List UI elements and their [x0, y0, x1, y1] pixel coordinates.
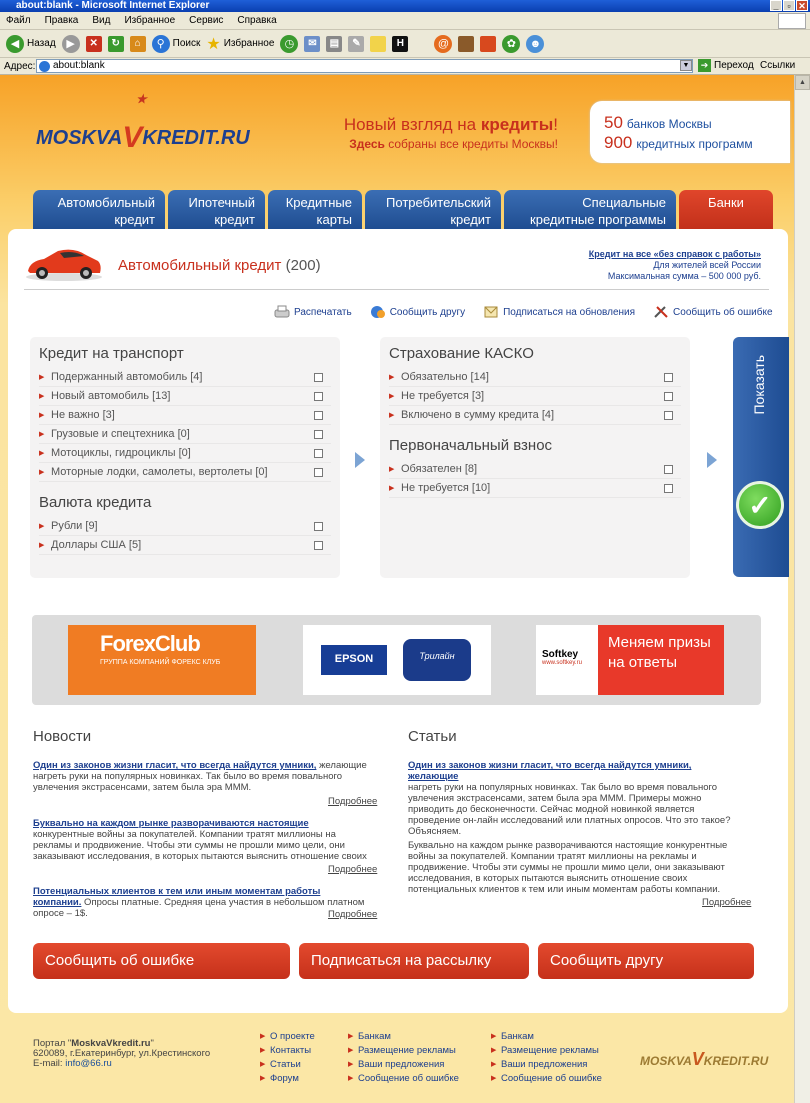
footer-link-label: Ваши предложения — [501, 1059, 588, 1070]
news-body: желающие нагреть руки на популярных новинках. Так было во время повального увлечения экстрасенсами, затем была эра МММ. — [33, 760, 367, 793]
news-more-link[interactable]: Подробнее — [328, 864, 378, 875]
filter-checkbox[interactable] — [314, 392, 323, 401]
stop-icon[interactable]: ✕ — [86, 36, 102, 52]
portal-name: MoskvaVkredit.ru — [71, 1038, 151, 1049]
sponsors-strip — [32, 615, 761, 705]
softkey-ad[interactable] — [536, 625, 724, 695]
at-icon[interactable]: @ — [434, 35, 452, 53]
tools-icon — [653, 305, 669, 319]
go-arrow-icon: ➔ — [698, 59, 711, 72]
filter-option[interactable] — [389, 406, 681, 425]
banks-count: 50 — [604, 113, 623, 132]
bullet-triangle-icon: ▶ — [389, 374, 395, 381]
forward-button[interactable] — [62, 35, 80, 53]
address-bar — [0, 58, 810, 75]
filter-option-label: Не требуется [3] — [401, 390, 485, 402]
mail-icon[interactable]: ✉ — [304, 36, 320, 52]
address-dropdown-icon[interactable]: ▼ — [680, 60, 692, 71]
menu-favorites[interactable]: Избранное — [124, 15, 176, 26]
filter-checkbox[interactable] — [314, 541, 323, 550]
printer-icon — [274, 305, 290, 319]
bullet-triangle-icon: ▶ — [260, 1047, 266, 1054]
footer-link[interactable] — [260, 1030, 315, 1044]
promo-line3: Максимальная сумма – 500 000 руб. — [607, 271, 761, 281]
tab-auto-credit[interactable] — [33, 190, 165, 229]
address-label: Адрес: — [4, 60, 36, 72]
section-title — [118, 257, 321, 274]
filter-checkbox[interactable] — [314, 449, 323, 458]
maximize-button[interactable]: ▫ — [783, 0, 795, 11]
filter-option[interactable] — [39, 463, 331, 482]
site-logo[interactable] — [36, 92, 250, 154]
menu-file[interactable]: Файл — [6, 15, 31, 26]
bullet-triangle-icon: ▶ — [389, 412, 395, 419]
tab-line1: Потребительский — [386, 195, 491, 210]
minimize-button[interactable]: _ — [770, 0, 782, 11]
bullet-triangle-icon: ▶ — [348, 1033, 354, 1040]
search-button[interactable] — [152, 35, 201, 53]
bullet-triangle-icon: ▶ — [491, 1047, 497, 1054]
footer-link-label: Статьи — [270, 1059, 301, 1070]
filter-checkbox[interactable] — [664, 411, 673, 420]
bullet-triangle-icon: ▶ — [260, 1075, 266, 1082]
footer-link-label: Размещение рекламы — [501, 1045, 599, 1056]
report-error-action[interactable] — [653, 305, 772, 319]
filter-option[interactable] — [39, 387, 331, 406]
bullet-triangle-icon: ▶ — [39, 542, 45, 549]
next-arrow-icon — [707, 452, 717, 468]
category-tabs — [33, 190, 773, 229]
stats-banner[interactable] — [590, 101, 790, 163]
epson-ad[interactable] — [303, 625, 491, 695]
portal-post: " — [150, 1038, 154, 1049]
tab-line1: Ипотечный — [188, 195, 255, 210]
address-value: about:blank — [53, 60, 105, 71]
scroll-up-icon[interactable]: ▲ — [795, 75, 810, 90]
article-link[interactable]: Один из законов жизни гласит, что всегда найдутся умники, желающие — [408, 760, 692, 782]
back-button[interactable] — [6, 35, 56, 53]
banks-label: банков Москвы — [626, 117, 712, 131]
toolbar-ext-icon[interactable] — [480, 36, 496, 52]
filter-transport-box — [30, 337, 340, 578]
search-icon: ⚲ — [152, 35, 170, 53]
softkey-slogan: Меняем призы на ответы — [608, 634, 711, 671]
tab-line1: Кредитные — [285, 195, 352, 210]
checkmark-icon: ✓ — [736, 481, 784, 529]
h-icon[interactable]: H — [392, 36, 408, 52]
footer-link-label: О проекте — [270, 1031, 315, 1042]
bullet-triangle-icon: ▶ — [389, 466, 395, 473]
filter-option-label: Рубли [9] — [51, 520, 98, 532]
bullet-triangle-icon: ▶ — [491, 1061, 497, 1068]
tab-special-programs[interactable] — [504, 190, 676, 229]
triline-logo: Трилайн — [403, 639, 471, 681]
menu-view[interactable]: Вид — [92, 15, 111, 26]
footer-link-label: Размещение рекламы — [358, 1045, 456, 1056]
bullet-triangle-icon: ▶ — [39, 393, 45, 400]
tab-line2: кредитные программы — [530, 212, 666, 227]
footer-link-label: Контакты — [270, 1045, 312, 1056]
footer-col-1 — [260, 1030, 315, 1086]
show-label: Показать — [751, 355, 767, 415]
footer-logo-right: KREDIT.RU — [703, 1054, 769, 1068]
footer-logo-left: MOSKVA — [640, 1054, 692, 1068]
windows-logo-icon — [778, 13, 806, 29]
footer-link[interactable] — [491, 1044, 602, 1058]
bullet-triangle-icon: ▶ — [39, 412, 45, 419]
ie-page-icon — [39, 61, 50, 72]
footer-col-2 — [348, 1030, 459, 1086]
bullet-triangle-icon: ▶ — [39, 523, 45, 530]
subscribe-icon — [483, 305, 499, 319]
filter-option-label: Обязателен [8] — [401, 463, 478, 475]
footer-link-label: Ваши предложения — [358, 1059, 445, 1070]
next-arrow-icon — [355, 452, 365, 468]
news-heading: Новости — [33, 728, 92, 745]
footer-address: 620089, г.Екатеринбург, ул.Крестинского — [33, 1048, 211, 1059]
slogan-bold: кредиты — [480, 115, 554, 134]
filter-option[interactable] — [39, 444, 331, 463]
print-icon[interactable]: ▤ — [326, 36, 342, 52]
bullet-triangle-icon: ▶ — [389, 393, 395, 400]
filter-option-label: Грузовые и спецтехника [0] — [51, 428, 190, 440]
research-icon[interactable] — [458, 36, 474, 52]
report-error-label: Сообщить об ошибке — [673, 306, 773, 318]
window-title: about:blank - Microsoft Internet Explorer — [16, 0, 210, 11]
bullet-triangle-icon: ▶ — [39, 450, 45, 457]
footer-link-label: Форум — [270, 1073, 299, 1084]
filter-checkbox[interactable] — [664, 373, 673, 382]
programs-count: 900 — [604, 133, 633, 152]
report-error-button[interactable]: Сообщить об ошибке — [33, 943, 290, 979]
footer-link-label: Банкам — [358, 1031, 391, 1042]
tab-line1: Специальные — [582, 195, 666, 210]
news-link[interactable]: Потенциальных клиентов к тем или иным моментам работы компании. — [33, 886, 321, 908]
history-icon[interactable]: ◷ — [280, 35, 298, 53]
tab-banks[interactable] — [679, 190, 773, 229]
footer-email-link[interactable]: info@66.ru — [65, 1058, 112, 1069]
news-item — [33, 818, 368, 862]
footer-link[interactable] — [491, 1058, 602, 1072]
footer-logo-v: V — [691, 1049, 704, 1069]
tab-line2: кредит — [114, 212, 155, 227]
logo-text-right: KREDIT.RU — [142, 127, 250, 149]
tab-line2: карты — [316, 212, 352, 227]
filter-option[interactable] — [39, 517, 331, 536]
filter-kasko-box — [380, 337, 690, 578]
portal-pre: Портал " — [33, 1038, 72, 1049]
tell-friend-button[interactable]: Сообщить другу — [538, 943, 754, 979]
subscribe-label: Подписаться на обновления — [503, 306, 636, 318]
news-more-link[interactable]: Подробнее — [328, 909, 378, 920]
print-action[interactable] — [274, 305, 352, 319]
filter-option[interactable] — [389, 479, 681, 498]
header-slogan — [300, 115, 558, 151]
bullet-triangle-icon: ▶ — [389, 485, 395, 492]
bullet-triangle-icon: ▶ — [260, 1061, 266, 1068]
footer-link[interactable] — [491, 1030, 602, 1044]
home-icon[interactable]: ⌂ — [130, 36, 146, 52]
friend-icon — [370, 305, 386, 319]
bullet-triangle-icon: ▶ — [491, 1075, 497, 1082]
logo-v: V — [122, 121, 143, 154]
footer-link[interactable] — [260, 1044, 315, 1058]
bullet-triangle-icon: ▶ — [39, 431, 45, 438]
search-label: Поиск — [172, 38, 201, 49]
forex-name-b: Club — [154, 631, 200, 656]
filter-checkbox[interactable] — [314, 522, 323, 531]
filter-option-label: Новый автомобиль [13] — [51, 390, 171, 402]
programs-label: кредитных программ — [636, 137, 753, 151]
news-item — [33, 760, 368, 793]
promo-link[interactable]: Кредит на все «без справок с работы» — [588, 249, 761, 259]
footer-contact — [33, 1039, 210, 1069]
filter-option[interactable] — [389, 368, 681, 387]
filter-option-label: Доллары США [5] — [51, 539, 142, 551]
bullet-triangle-icon: ▶ — [39, 469, 45, 476]
go-button[interactable] — [698, 59, 754, 72]
edit-icon[interactable]: ✎ — [348, 36, 364, 52]
filter-option-label: Моторные лодки, самолеты, вертолеты [0] — [51, 466, 268, 478]
filter-option-label: Не важно [3] — [51, 409, 115, 421]
softkey-logo: Softkey — [542, 649, 579, 660]
tab-line2: кредит — [214, 212, 255, 227]
footer-link-label: Сообщение об ошибке — [358, 1073, 459, 1084]
footer-link[interactable] — [348, 1058, 459, 1072]
article-item — [408, 760, 743, 837]
page-actions — [274, 305, 773, 319]
footer-link-label: Сообщение об ошибке — [501, 1073, 602, 1084]
filter-checkbox[interactable] — [664, 484, 673, 493]
divider — [24, 289, 769, 290]
links-button[interactable]: Ссылки — [760, 60, 796, 71]
footer-link[interactable] — [348, 1044, 459, 1058]
red-car-icon — [24, 243, 104, 283]
tab-consumer-credit[interactable] — [365, 190, 501, 229]
forex-name-a: Forex — [100, 631, 155, 656]
news-more-link[interactable]: Подробнее — [328, 796, 378, 807]
tell-friend-label: Сообщить другу — [389, 306, 466, 318]
vertical-scrollbar[interactable] — [794, 75, 810, 1103]
filter-option[interactable] — [389, 387, 681, 406]
news-body: конкурентные войны за покупателей. Компании тратят миллионы на рекламы и продвижение. Чтобы эти суммы не прошли мимо цели, они заказывают исследования, в которых пытаются выяснить отношение своих — [33, 829, 367, 862]
footer-link[interactable] — [260, 1072, 315, 1086]
bullet-triangle-icon: ▶ — [260, 1033, 266, 1040]
window-controls — [770, 0, 808, 11]
filter-currency-title: Валюта кредита — [39, 494, 152, 511]
flower-icon[interactable]: ✿ — [502, 35, 520, 53]
news-link[interactable]: Буквально на каждом рынке разворачиваются настоящие — [33, 818, 309, 829]
tab-line1: Автомобильный — [57, 195, 155, 210]
people-icon[interactable]: ☻ — [526, 35, 544, 53]
menu-tools[interactable]: Сервис — [189, 15, 224, 26]
messenger-icon[interactable] — [370, 36, 386, 52]
article-body: нагреть руки на популярных новинках. Так было во время повального увлечения экстрасенсами, затем была эра МММ. Примеры можно приводить до бесконечности. Сейчас модной новинкой является проведение он-лайн исследований или платных опросов. Что это такое? Объясняем. — [408, 782, 731, 837]
star-icon: ★ — [206, 35, 221, 53]
subscribe-action[interactable] — [483, 305, 635, 319]
back-arrow-icon: ◀ — [6, 35, 24, 53]
go-label: Переход — [714, 60, 754, 71]
tab-mortgage[interactable] — [168, 190, 265, 229]
favorites-button[interactable] — [206, 34, 274, 54]
favorites-label: Избранное — [223, 38, 275, 49]
refresh-icon[interactable]: ↻ — [108, 36, 124, 52]
back-label: Назад — [27, 38, 56, 49]
filter-downpayment-title: Первоначальный взнос — [389, 437, 553, 454]
tab-line1: Банки — [708, 195, 744, 210]
tab-line2: кредит — [450, 212, 491, 227]
promo-line2: Для жителей всей России — [653, 260, 761, 270]
footer — [0, 1023, 794, 1103]
main-panel — [8, 229, 788, 1013]
footer-logo[interactable] — [640, 1049, 768, 1070]
show-results-button[interactable] — [733, 337, 789, 577]
page-content — [0, 75, 794, 1103]
bullet-triangle-icon: ▶ — [491, 1033, 497, 1040]
slogan-line2: собраны все кредиты Москвы! — [384, 137, 558, 151]
bullet-triangle-icon: ▶ — [39, 374, 45, 381]
filter-checkbox[interactable] — [314, 411, 323, 420]
filter-checkbox[interactable] — [314, 430, 323, 439]
filter-option[interactable] — [39, 536, 331, 555]
epson-logo: EPSON — [321, 645, 387, 675]
articles-more-link[interactable]: Подробнее — [702, 897, 752, 908]
article-body-2: Буквально на каждом рынке разворачиваются настоящие конкурентные войны за покупателей. Компании тратят миллионы на рекламы и продвижение. Чтобы эти суммы не прошли мимо цели, они заказывают исследования, в которых пытаются выяснить отношение своих потенциальных клиентов к тем или иным моментам работы компании. — [408, 840, 728, 895]
footer-link[interactable] — [348, 1030, 459, 1044]
menu-help[interactable]: Справка — [237, 15, 277, 26]
footer-link[interactable] — [491, 1072, 602, 1086]
bullet-triangle-icon: ▶ — [348, 1061, 354, 1068]
filter-option-label: Подержанный автомобиль [4] — [51, 371, 203, 383]
filter-option-label: Мотоциклы, гидроциклы [0] — [51, 447, 191, 459]
tab-credit-cards[interactable] — [268, 190, 362, 229]
forex-subtitle: ГРУППА КОМПАНИЙ ФОРЕКС КЛУБ — [100, 659, 221, 666]
menu-bar — [0, 12, 810, 30]
print-label: Распечатать — [294, 306, 352, 318]
promo-block — [589, 249, 761, 282]
browser-toolbar — [0, 30, 810, 58]
filter-option[interactable] — [39, 368, 331, 387]
filter-option-label: Обязательно [14] — [401, 371, 489, 383]
forex-club-ad[interactable] — [68, 625, 256, 695]
slogan-line2-bold: Здесь — [349, 137, 385, 151]
section-count: (200) — [285, 257, 321, 274]
slogan-pre: Новый взгляд на — [343, 115, 481, 134]
filter-checkbox[interactable] — [664, 465, 673, 474]
menu-edit[interactable]: Правка — [44, 15, 79, 26]
email-label: E-mail: — [33, 1058, 66, 1069]
logo-text-left: MOSKVA — [36, 127, 123, 149]
forward-arrow-icon: ▶ — [62, 35, 80, 53]
filter-transport-title: Кредит на транспорт — [39, 345, 184, 362]
filter-option-label: Включено в сумму кредита [4] — [401, 409, 555, 421]
subscribe-newsletter-button[interactable]: Подписаться на рассылку — [299, 943, 529, 979]
tell-friend-action[interactable] — [370, 305, 465, 319]
section-title-text: Автомобильный кредит — [118, 257, 282, 274]
bullet-triangle-icon: ▶ — [348, 1047, 354, 1054]
logo-star-icon: ★ — [136, 92, 147, 106]
address-input[interactable] — [36, 59, 693, 73]
articles-heading: Статьи — [408, 728, 457, 745]
bullet-triangle-icon: ▶ — [348, 1075, 354, 1082]
news-item — [33, 886, 368, 919]
filter-checkbox[interactable] — [664, 392, 673, 401]
filter-option[interactable] — [389, 460, 681, 479]
filter-checkbox[interactable] — [314, 468, 323, 477]
footer-link-label: Банкам — [501, 1031, 534, 1042]
footer-col-3 — [491, 1030, 602, 1086]
filter-option[interactable] — [39, 425, 331, 444]
close-button[interactable]: ✕ — [796, 0, 808, 11]
news-link[interactable]: Один из законов жизни гласит, что всегда найдутся умники, — [33, 760, 317, 771]
filter-option[interactable] — [39, 406, 331, 425]
softkey-url: www.softkey.ru — [542, 660, 582, 666]
filter-kasko-title: Страхование КАСКО — [389, 345, 534, 362]
slogan-post: ! — [553, 115, 558, 134]
filter-option-label: Не требуется [10] — [401, 482, 491, 494]
footer-link[interactable] — [348, 1072, 459, 1086]
news-body: Опросы платные. Средняя цена участия в небольшом платном опросе – 1$. — [33, 897, 365, 919]
footer-link[interactable] — [260, 1058, 315, 1072]
window-titlebar — [0, 0, 810, 12]
filter-checkbox[interactable] — [314, 373, 323, 382]
